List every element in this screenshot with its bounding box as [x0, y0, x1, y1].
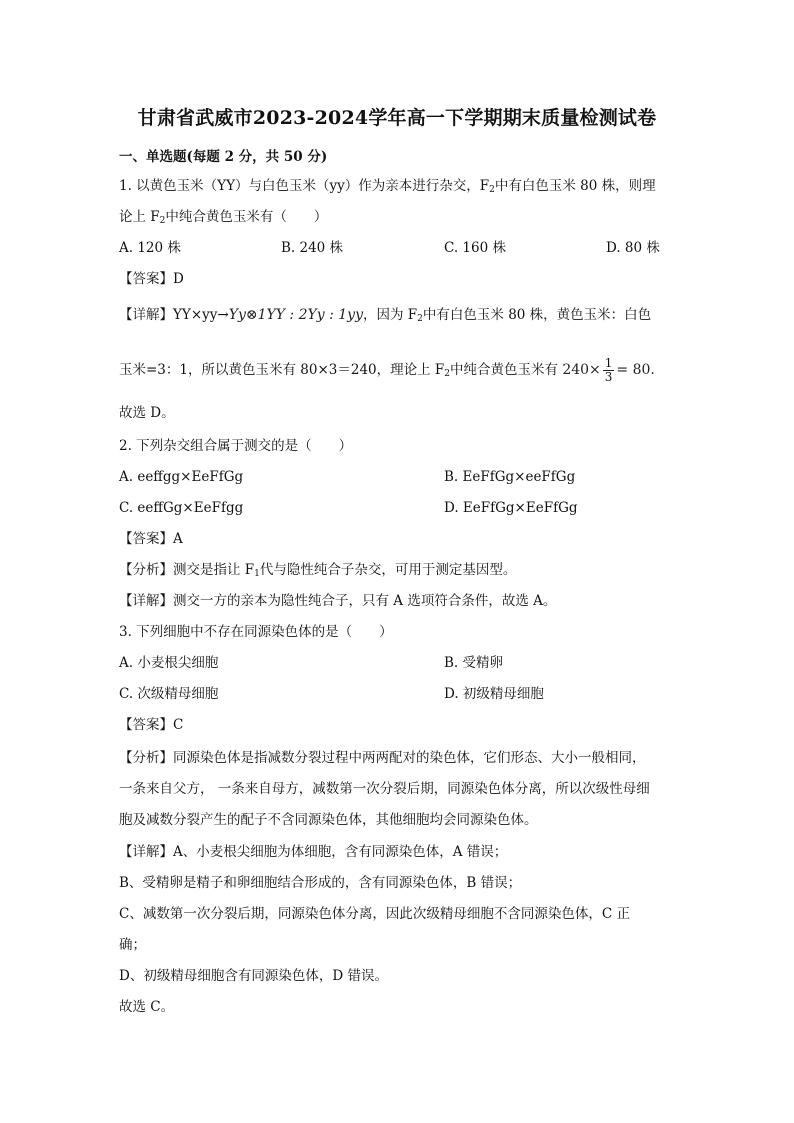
document-title: 甘肃省武威市2023-2024学年高一下学期期末质量检测试卷	[137, 107, 657, 129]
q3-option-b: B. 受精卵	[444, 655, 504, 671]
q1-option-a: A. 120 株	[119, 240, 181, 256]
section-heading: 一、单选题(每题 2 分，共 50 分)	[119, 149, 328, 165]
q3-stem: 3. 下列细胞中不存在同源染色体的是（ ）	[119, 624, 393, 640]
q2-option-b: B. EeFfGg×eeFfGg	[444, 469, 576, 485]
q3-analysis-line1: 【分析】同源染色体是指减数分裂过程中两两配对的染色体，它们形态、大小一般相同，	[119, 750, 646, 766]
q2-detail: 【详解】测交一方的亲本为隐性纯合子，只有 A 选项符合条件，故选 A。	[119, 593, 557, 609]
q3-detail-line5: D、初级精母细胞含有同源染色体，D 错误。	[119, 968, 388, 984]
q2-option-d: D. EeFfGg×EeFfGg	[444, 500, 578, 516]
q1-detail-line1: 【详解】YY×yy→Yy⊗1YY : 2Yy : 1yy，因为 $F_2$中有白色玉米 80 株，黄色玉米：白色	[119, 307, 652, 324]
q1-option-c: C. 160 株	[444, 240, 506, 256]
q3-option-d: D. 初级精母细胞	[444, 686, 544, 702]
q1-fraction: $\frac{1}{3}$	[604, 356, 613, 384]
q3-analysis-line2: 一条来自父方， 一条来自母方，减数第一次分裂后期，同源染色体分离，所以次级性母细	[119, 781, 650, 797]
q3-analysis-line3: 胞及减数分裂产生的配子不含同源染色体，其他细胞均会同源染色体。	[119, 812, 538, 828]
q2-stem: 2. 下列杂交组合属于测交的是（ ）	[119, 438, 353, 454]
q3-detail-line3: C、减数第一次分裂后期，同源染色体分离，因此次级精母细胞不含同源染色体，C 正	[119, 906, 630, 922]
q1-genotype-ratio: Yy⊗1YY : 2Yy : 1yy	[228, 307, 363, 323]
q3-detail-line2: B、受精卵是精子和卵细胞结合形成的，含有同源染色体，B 错误；	[119, 875, 522, 891]
q3-detail-line4: 确；	[119, 937, 146, 953]
q3-answer: 【答案】C	[119, 717, 184, 733]
q2-option-c: C. eeffGg×EeFfgg	[119, 500, 244, 516]
q1-conclusion: 故选 D。	[119, 405, 175, 421]
q3-conclusion: 故选 C。	[119, 999, 175, 1015]
q1-stem-line1: 1. 以黄色玉米（YY）与白色玉米（yy）作为亲本进行杂交，$F_2$中有白色玉米 80 株，则理	[119, 178, 656, 195]
q3-option-c: C. 次级精母细胞	[119, 686, 219, 702]
q2-analysis: 【分析】测交是指让 $F_1$代与隐性纯合子杂交，可用于测定基因型。	[119, 562, 517, 579]
q1-option-b: B. 240 株	[281, 240, 344, 256]
q3-detail-line1: 【详解】A、小麦根尖细胞为体细胞，含有同源染色体，A 错误；	[119, 844, 508, 860]
q2-answer: 【答案】A	[119, 531, 183, 547]
q1-option-d: D. 80 株	[606, 240, 660, 256]
q3-option-a: A. 小麦根尖细胞	[119, 655, 219, 671]
q1-detail-line2: 玉米=3：1，所以黄色玉米有 80×3＝240，理论上 $F_2$中纯合黄色玉米有 240× $\frac{1}{3}$ = 80.	[119, 356, 655, 384]
q1-answer: 【答案】D	[119, 271, 184, 287]
q1-stem-line2: 论上 $F_2$中纯合黄色玉米有（ ）	[119, 209, 328, 226]
q2-option-a: A. eeffgg×EeFfGg	[119, 469, 244, 485]
